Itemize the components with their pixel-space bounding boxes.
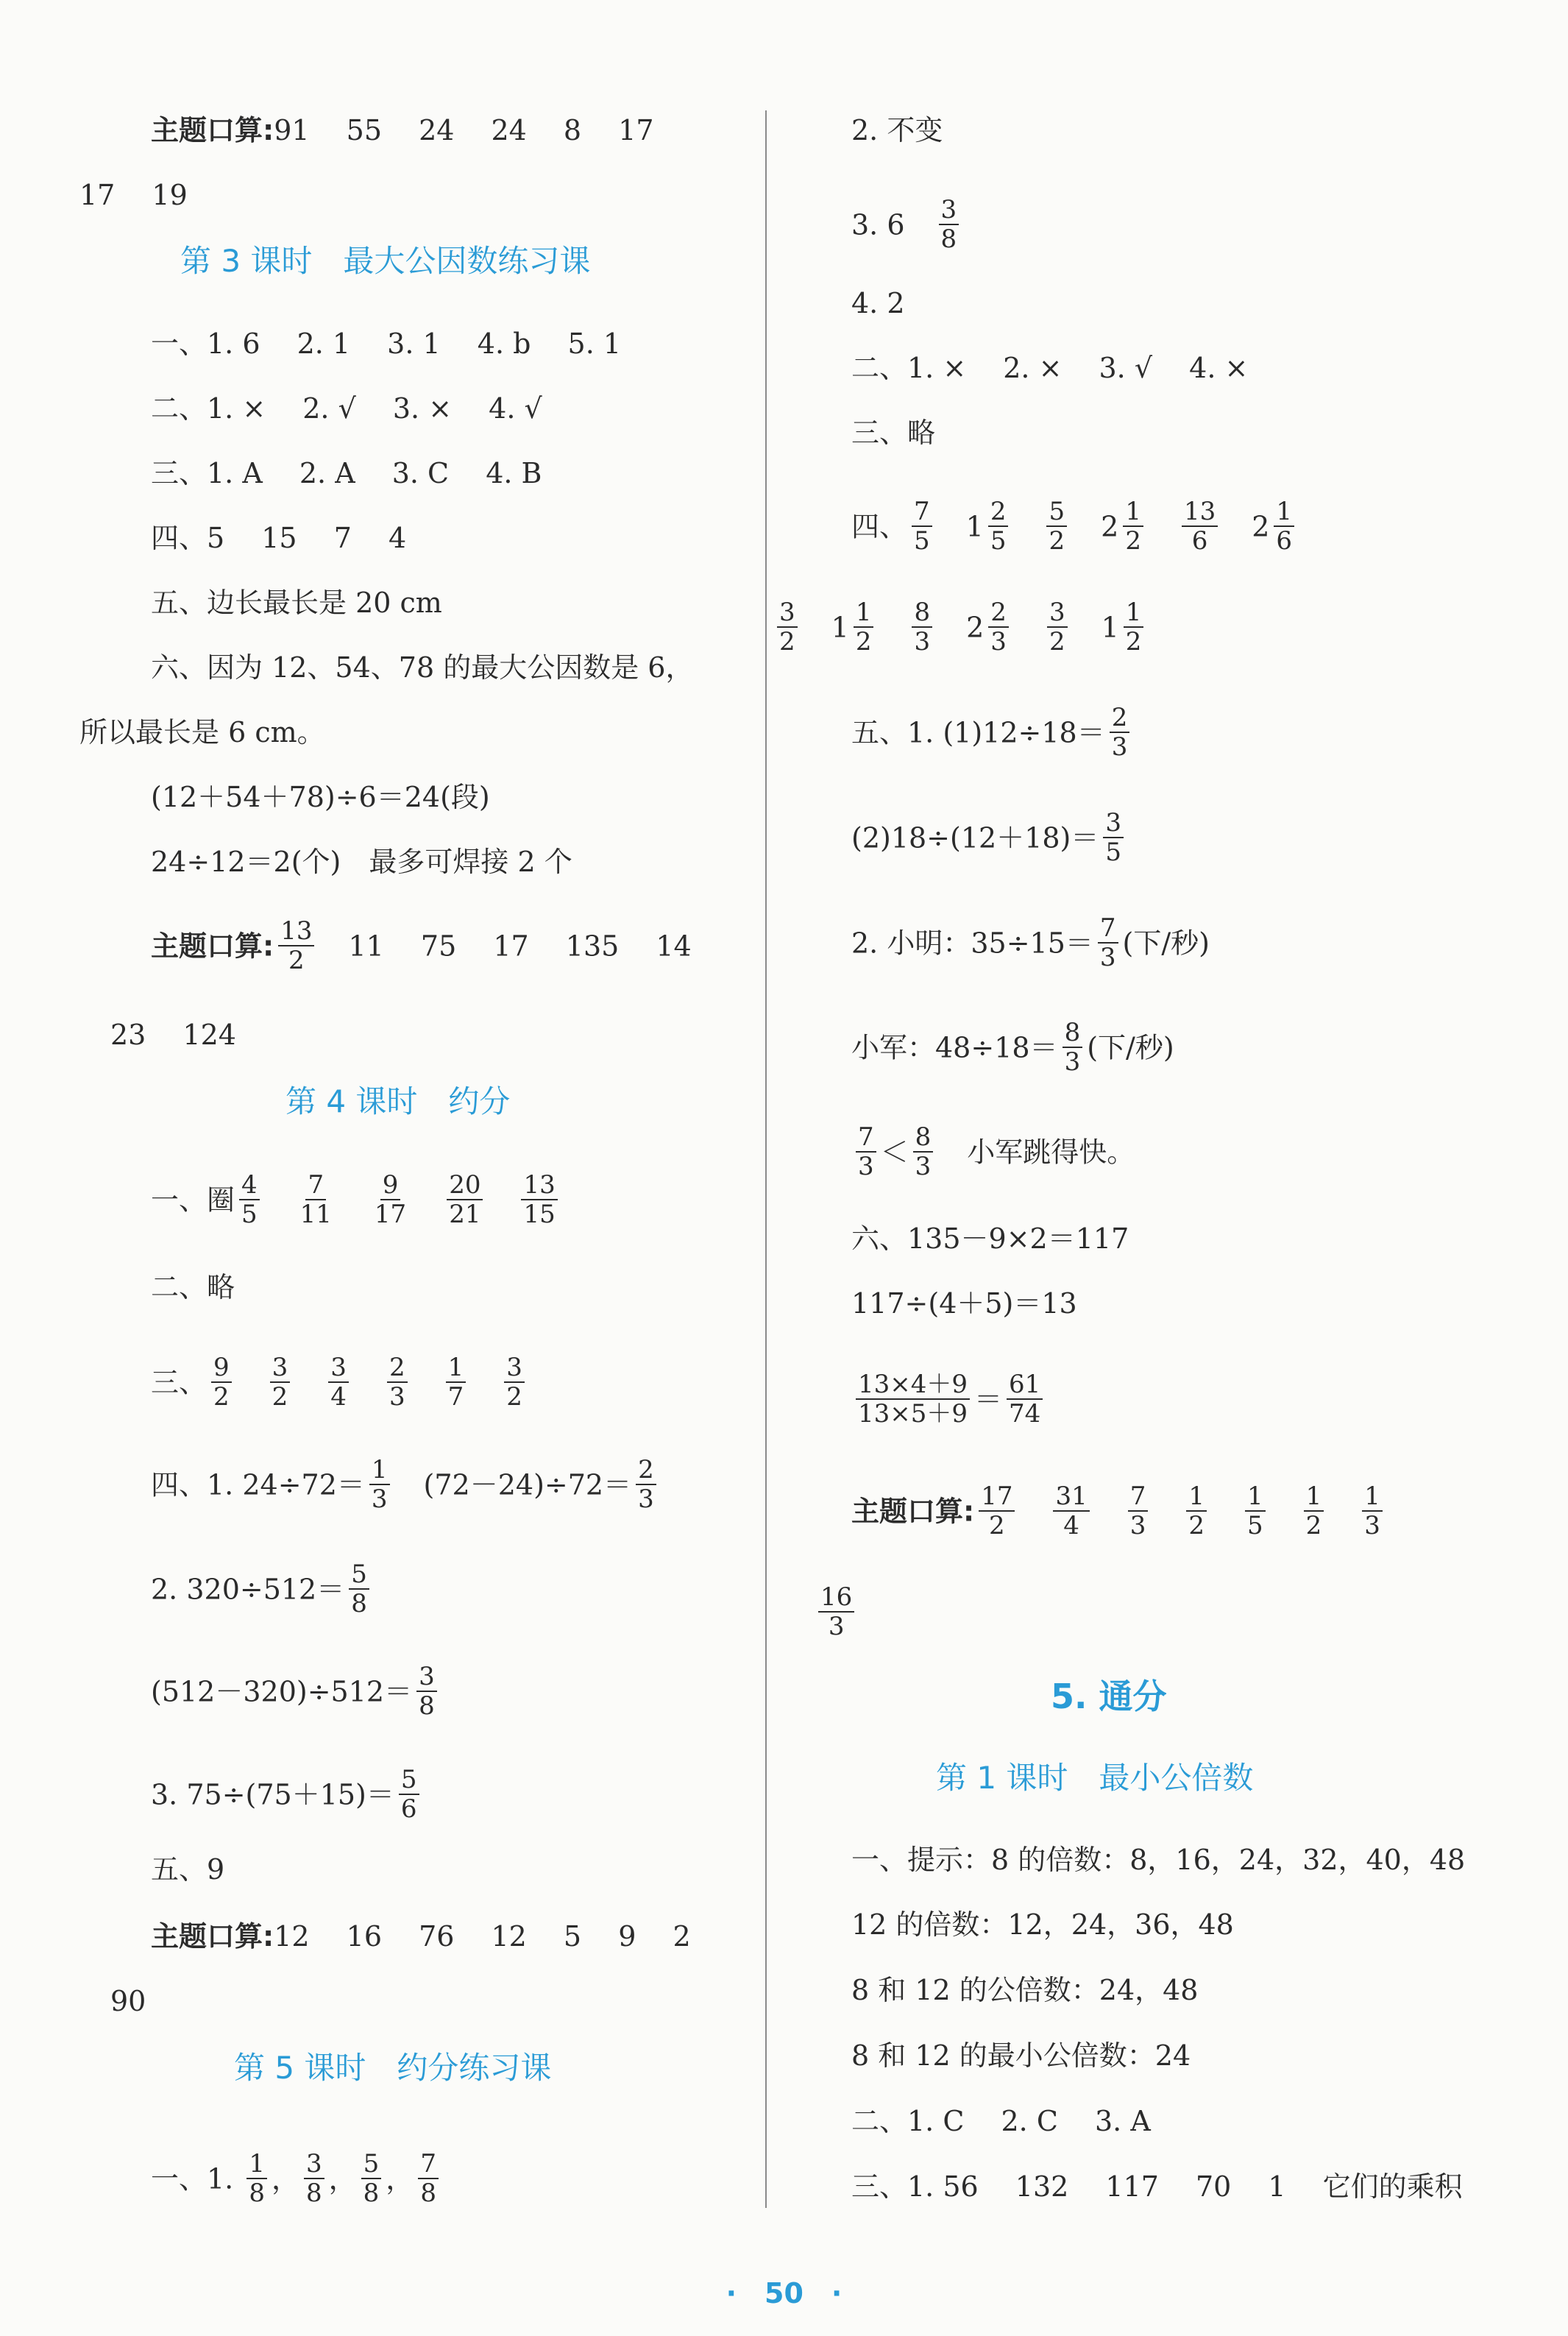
- denominator: 3: [990, 627, 1007, 656]
- denominator: 2: [1125, 627, 1142, 656]
- numerator: 5: [349, 1560, 369, 1590]
- equation-text: (72－24)÷72＝: [423, 1468, 632, 1501]
- answer-line: 三、略: [851, 417, 936, 449]
- line-prefix: 三、: [151, 1366, 207, 1399]
- fraction: [372, 1171, 408, 1228]
- answer-line: 12 的倍数：12，24，36，48: [851, 1908, 1234, 1941]
- answer-line: 三、1. A 2. A 3. C 4. B: [151, 457, 542, 489]
- lesson-5-heading: 第 5 课时 约分练习课: [234, 2050, 552, 2086]
- fraction: [521, 1171, 557, 1228]
- fraction: [246, 2150, 267, 2207]
- fraction: [912, 598, 932, 656]
- answer-line: 六、135－9×2＝117: [851, 1222, 1129, 1255]
- numerator: 13×4＋9: [856, 1370, 970, 1400]
- denominator: 2: [213, 1382, 230, 1412]
- numerator: 8: [913, 1123, 934, 1153]
- equation-text: 3. 6: [851, 208, 905, 241]
- equation-text: 四、1. 24÷72＝: [151, 1468, 365, 1501]
- numerator: 1: [1274, 498, 1294, 527]
- denominator: 3: [915, 1152, 932, 1181]
- oral-calc-continued: 90: [110, 1985, 146, 2017]
- unit-text: (下/秒): [1087, 1031, 1174, 1064]
- oral-calc-continued: 17 19: [79, 179, 188, 211]
- equation-text: 2. 小明：35÷15＝: [851, 927, 1093, 960]
- fraction: [304, 2150, 324, 2207]
- fraction: [418, 2150, 439, 2207]
- denominator: 4: [330, 1382, 347, 1412]
- whole-number: 2: [1252, 510, 1270, 543]
- numerator: 4: [239, 1171, 260, 1200]
- lesson-3-heading: 第 3 课时 最大公因数练习课: [180, 243, 591, 279]
- fraction: [854, 598, 874, 656]
- fraction: [298, 1171, 334, 1228]
- answer-line: 六、因为 12、54、78 的最大公因数是 6，: [151, 651, 694, 684]
- page-number: · 50 ·: [726, 2277, 842, 2310]
- fraction: [270, 1353, 291, 1411]
- numerator: 3: [416, 1663, 437, 1692]
- denominator: 8: [419, 1691, 435, 1721]
- numerator: 1: [1245, 1482, 1266, 1512]
- answer-line: [851, 1122, 1135, 1183]
- numerator: 1: [1304, 1482, 1324, 1512]
- denominator: 11: [299, 1200, 332, 1229]
- equation-text: 3. 75÷(75＋15)＝: [151, 1778, 394, 1811]
- denominator: 21: [449, 1200, 481, 1229]
- equation-text: 2. 320÷512＝: [151, 1573, 345, 1606]
- fraction: [361, 2150, 382, 2207]
- numerator: 3: [504, 1353, 525, 1383]
- answer-line: [851, 1370, 1047, 1431]
- fraction: [988, 598, 1009, 656]
- numerator: 1: [446, 1353, 467, 1383]
- numerator: 7: [1098, 914, 1118, 944]
- numerator: 2: [387, 1353, 408, 1383]
- numerator: 2: [988, 598, 1009, 628]
- denominator: 2: [288, 946, 305, 975]
- denominator: 2: [855, 627, 872, 656]
- denominator: 3: [1129, 1511, 1146, 1540]
- fraction: [1124, 598, 1144, 656]
- oral-calc-continued: [814, 1582, 859, 1643]
- whole-number: 1: [965, 510, 984, 543]
- denominator: 17: [374, 1200, 407, 1229]
- denominator: 8: [363, 2179, 380, 2208]
- fraction: [1304, 1482, 1324, 1540]
- fraction: [913, 1123, 934, 1181]
- fraction: [446, 1353, 467, 1411]
- fraction: [447, 1171, 483, 1228]
- numerator: 7: [912, 498, 932, 527]
- answer-line: 8 和 12 的最小公倍数：24: [851, 2039, 1191, 2072]
- numerator: 1: [854, 598, 874, 628]
- denominator: 74: [1009, 1399, 1041, 1429]
- denominator: 3: [1111, 732, 1128, 762]
- numerator: 1: [1124, 598, 1144, 628]
- numerator: 9: [380, 1171, 401, 1200]
- denominator: 2: [989, 1511, 1005, 1540]
- denominator: 3: [389, 1382, 405, 1412]
- denominator: 7: [447, 1382, 464, 1412]
- oral-calc-values: 11 75 17 135 14: [348, 930, 692, 963]
- answer-line: [851, 703, 1134, 764]
- fraction: [988, 498, 1009, 555]
- denominator: 5: [990, 526, 1007, 556]
- numerator: 3: [939, 196, 959, 225]
- oral-calc-label: 主题口算:: [151, 114, 274, 146]
- oral-calc-line: [151, 1920, 691, 1953]
- denominator: 8: [351, 1589, 367, 1618]
- answer-line: [851, 497, 1299, 558]
- answer-line: 8 和 12 的公倍数：24，48: [851, 1974, 1199, 2006]
- numerator: 7: [1128, 1482, 1149, 1512]
- fraction: [1362, 1482, 1383, 1540]
- oral-calc-line: [851, 1482, 1387, 1543]
- answer-line: [851, 195, 963, 256]
- denominator: 3: [828, 1612, 845, 1641]
- numerator: 13: [278, 917, 314, 946]
- fraction: [1182, 498, 1218, 555]
- fraction: [1047, 598, 1068, 656]
- answer-line: 五、9: [151, 1853, 225, 1886]
- answer-line: [151, 1560, 374, 1621]
- chapter-heading: 5. 通分: [1051, 1677, 1167, 1716]
- line-prefix: 四、: [851, 510, 908, 543]
- fraction: [939, 196, 959, 253]
- numerator: 31: [1053, 1482, 1089, 1512]
- column-divider: [765, 110, 767, 2208]
- numerator: 2: [1110, 704, 1130, 733]
- fraction: [818, 1583, 854, 1640]
- numerator: 1: [1186, 1482, 1207, 1512]
- fraction: [1046, 498, 1067, 555]
- fraction: [369, 1456, 390, 1513]
- denominator: 6: [1191, 526, 1208, 556]
- numerator: 8: [1063, 1019, 1083, 1048]
- oral-calc-values: 91 55 24 24 8 17: [274, 114, 654, 146]
- denominator: 8: [420, 2179, 436, 2208]
- numerator: 8: [912, 598, 932, 628]
- answer-line: [151, 2149, 443, 2210]
- numerator: 5: [1046, 498, 1067, 527]
- numerator: 3: [1103, 809, 1124, 838]
- denominator: 5: [914, 526, 930, 556]
- fraction: [856, 1370, 970, 1428]
- fraction: [912, 498, 932, 555]
- answer-line: 二、1. × 2. × 3. √ 4. ×: [851, 352, 1249, 384]
- denominator: 5: [1105, 838, 1122, 867]
- numerator: 3: [328, 1353, 349, 1383]
- fraction: [1098, 914, 1118, 971]
- numerator: 3: [777, 598, 798, 628]
- denominator: 2: [1049, 627, 1065, 656]
- answer-line: [151, 1353, 529, 1414]
- answer-line: 117÷(4＋5)＝13: [851, 1287, 1077, 1320]
- fraction: [1103, 809, 1124, 866]
- answer-line: 五、边长最长是 20 cm: [151, 587, 442, 619]
- numerator: 3: [304, 2150, 324, 2179]
- lesson-4-heading: 第 4 课时 约分: [285, 1083, 511, 1119]
- numerator: 3: [270, 1353, 291, 1383]
- fraction: [1110, 704, 1130, 761]
- numerator: 7: [418, 2150, 439, 2179]
- oral-calc-continued: 23 124: [110, 1019, 236, 1051]
- oral-calc-label: 主题口算:: [851, 1495, 975, 1528]
- fraction: [636, 1456, 656, 1513]
- fraction: [1245, 1482, 1266, 1540]
- denominator: 2: [1188, 1511, 1205, 1540]
- unit-text: (下/秒): [1122, 927, 1210, 960]
- answer-line: [151, 1170, 562, 1231]
- denominator: 2: [272, 1382, 288, 1412]
- fraction: [1274, 498, 1294, 555]
- fraction: [278, 917, 314, 974]
- denominator: 4: [1063, 1511, 1079, 1540]
- fraction-list: [242, 2149, 443, 2208]
- fraction: [504, 1353, 525, 1411]
- lesson-1-heading: 第 1 课时 最小公倍数: [936, 1760, 1254, 1796]
- denominator: 3: [858, 1152, 874, 1181]
- fraction: [211, 1353, 232, 1411]
- answer-line: [151, 1765, 424, 1826]
- equation-text: 小军：48÷18＝: [851, 1031, 1058, 1064]
- fraction: [349, 1560, 369, 1618]
- numerator: 20: [447, 1171, 483, 1200]
- fraction: [777, 598, 798, 656]
- line-prefix: 一、圈: [151, 1183, 235, 1217]
- equals-sign: ＝: [974, 1383, 1003, 1416]
- answer-line: 四、5 15 7 4: [151, 522, 407, 554]
- answer-line: (12＋54＋78)÷6＝24(段): [151, 781, 490, 813]
- denominator: 3: [1099, 943, 1116, 972]
- denominator: 13×5＋9: [858, 1399, 968, 1429]
- answer-line: 三、1. 56 132 117 70 1 它们的乘积: [851, 2170, 1463, 2203]
- fraction-list: [235, 1170, 562, 1229]
- denominator: 8: [249, 2179, 265, 2208]
- answer-line: 所以最长是 6 cm。: [79, 716, 325, 748]
- separator: ，: [386, 2162, 414, 2195]
- numerator: 2: [988, 498, 1009, 527]
- oral-calc-label: 主题口算:: [151, 930, 274, 963]
- denominator: 2: [1305, 1511, 1322, 1540]
- fraction: [1053, 1482, 1089, 1540]
- denominator: 6: [400, 1794, 417, 1824]
- numerator: 1: [1123, 498, 1143, 527]
- whole-number: 1: [831, 611, 849, 644]
- comparison-sign: ＜: [880, 1136, 909, 1169]
- fraction: [399, 1766, 419, 1823]
- answer-line: 24÷12＝2(个) 最多可焊接 2 个: [151, 846, 572, 878]
- numerator: 3: [1047, 598, 1068, 628]
- denominator: 3: [638, 1484, 654, 1514]
- denominator: 3: [1064, 1047, 1081, 1077]
- fraction: [1007, 1370, 1043, 1428]
- answer-line: [851, 913, 1210, 974]
- fraction: [1123, 498, 1143, 555]
- whole-number: 2: [1101, 510, 1119, 543]
- oral-calc-label: 主题口算:: [151, 1920, 274, 1953]
- fraction: [239, 1171, 260, 1228]
- oral-calc-values: 12 16 76 12 5 9 2: [274, 1920, 691, 1953]
- answer-line: [151, 1455, 661, 1516]
- whole-number: 2: [966, 611, 985, 644]
- numerator: 5: [399, 1766, 419, 1795]
- numerator: 9: [211, 1353, 232, 1383]
- answer-line: 一、提示：8 的倍数：8，16，24，32，40，48: [851, 1844, 1466, 1876]
- fraction: [416, 1663, 437, 1720]
- numerator: 61: [1007, 1370, 1043, 1400]
- denominator: 3: [371, 1484, 388, 1514]
- numerator: 1: [369, 1456, 390, 1485]
- conclusion-text: 小军跳得快。: [967, 1136, 1135, 1169]
- numerator: 7: [856, 1123, 876, 1153]
- denominator: 5: [241, 1200, 258, 1229]
- denominator: 2: [1125, 526, 1141, 556]
- answer-line: 4. 2: [851, 287, 905, 319]
- denominator: 8: [306, 2179, 322, 2208]
- denominator: 2: [779, 627, 795, 656]
- fraction: [328, 1353, 349, 1411]
- line-prefix: 一、1.: [151, 2162, 243, 2195]
- numerator: 7: [305, 1171, 326, 1200]
- denominator: 2: [506, 1382, 522, 1412]
- answer-line: 一、1. 6 2. 1 3. 1 4. b 5. 1: [151, 328, 622, 360]
- fraction: [1128, 1482, 1149, 1540]
- denominator: 5: [1247, 1511, 1263, 1540]
- denominator: 3: [1364, 1511, 1380, 1540]
- fraction: [856, 1123, 876, 1181]
- denominator: 3: [914, 627, 931, 656]
- denominator: 8: [940, 224, 957, 254]
- fraction: [979, 1482, 1015, 1540]
- fraction-list: [207, 1353, 529, 1412]
- numerator: 16: [818, 1583, 854, 1613]
- answer-line: [851, 1018, 1174, 1079]
- fraction: [1186, 1482, 1207, 1540]
- oral-calc-line: [151, 114, 654, 146]
- equation-text: 五、1. (1)12÷18＝: [851, 716, 1105, 749]
- numerator: 1: [1362, 1482, 1383, 1512]
- denominator: 15: [523, 1200, 556, 1229]
- equation-text: (2)18÷(12＋18)＝: [851, 821, 1099, 854]
- whole-number: 1: [1101, 611, 1119, 644]
- answer-line: [851, 808, 1128, 869]
- fraction: [1063, 1019, 1083, 1076]
- answer-line: 2. 不变: [851, 114, 943, 146]
- denominator: 2: [1049, 526, 1065, 556]
- equation-text: (512－320)÷512＝: [151, 1675, 413, 1708]
- answer-line: [773, 598, 1148, 659]
- numerator: 1: [246, 2150, 267, 2179]
- separator: ，: [271, 2162, 299, 2195]
- fraction: [387, 1353, 408, 1411]
- denominator: 6: [1276, 526, 1293, 556]
- numerator: 13: [521, 1171, 557, 1200]
- answer-line: 二、1. × 2. √ 3. × 4. √: [151, 392, 542, 425]
- fraction-list: [974, 1482, 1387, 1540]
- oral-calc-line: [151, 916, 692, 977]
- numerator: 13: [1182, 498, 1218, 527]
- answer-line: [151, 1662, 441, 1723]
- numerator: 2: [636, 1456, 656, 1485]
- numerator: 17: [979, 1482, 1015, 1512]
- answer-line: 二、1. C 2. C 3. A: [851, 2105, 1151, 2137]
- separator: ，: [328, 2162, 357, 2195]
- numerator: 5: [361, 2150, 382, 2179]
- answer-line: 二、略: [151, 1271, 235, 1303]
